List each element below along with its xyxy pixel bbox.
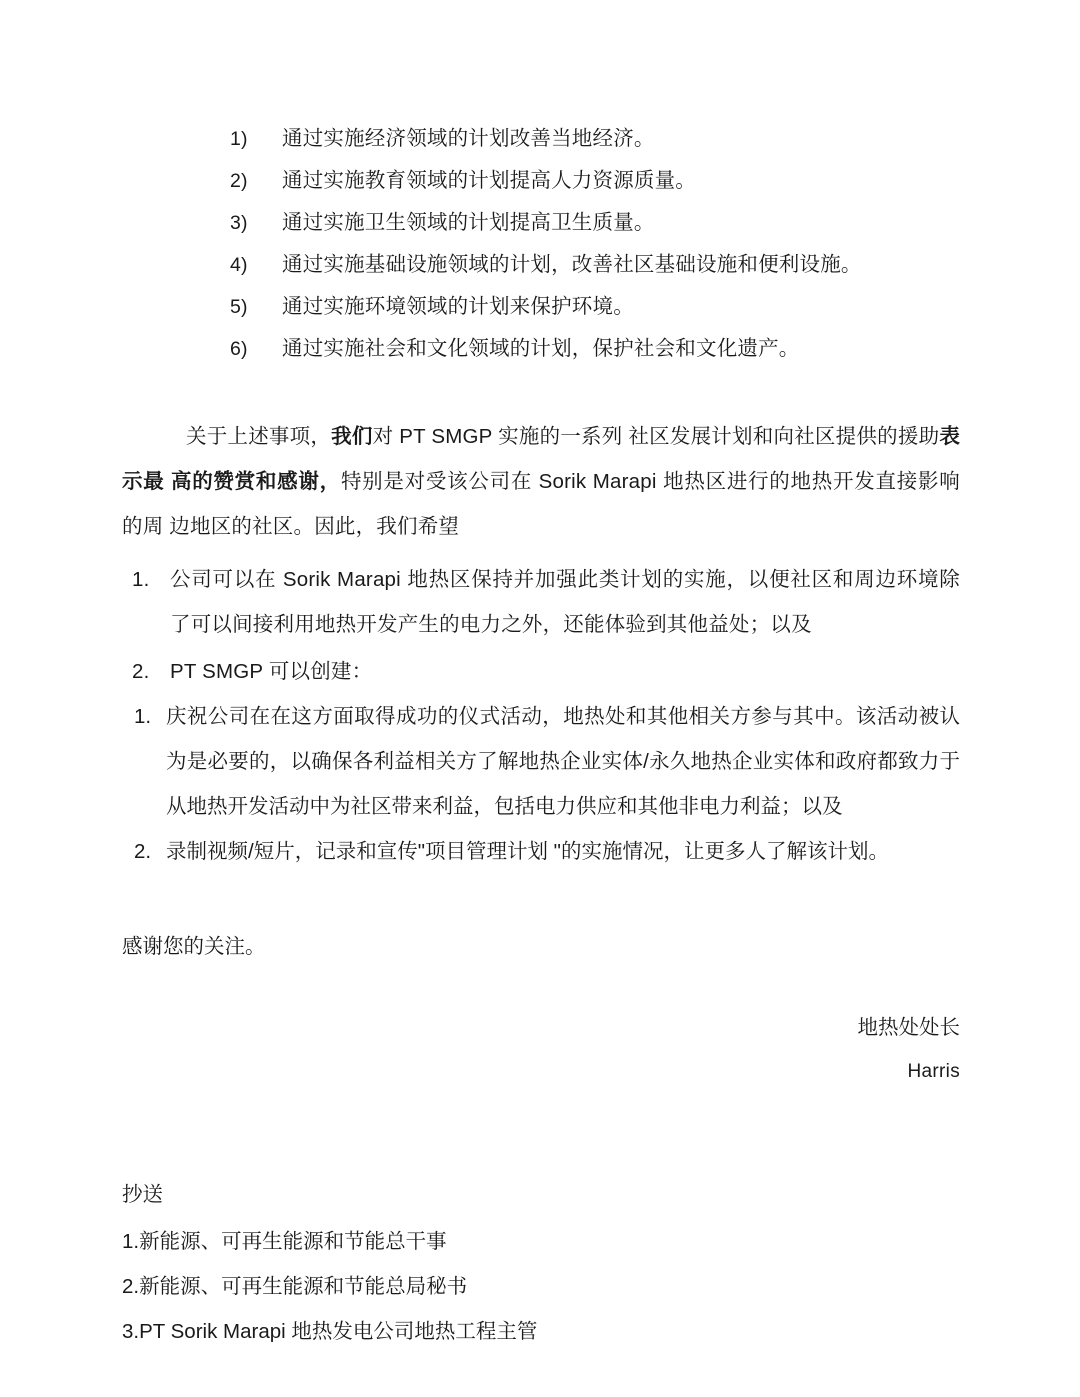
list-text: 通过实施社会和文化领域的计划，保护社会和文化遗产。 [282, 337, 800, 360]
list-marker: 1. [134, 705, 152, 728]
objectives-list [230, 118, 960, 370]
list-text: 通过实施基础设施领域的计划，改善社区基础设施和便利设施。 [282, 253, 862, 276]
list-item [230, 202, 960, 244]
cc-title: 抄送 [122, 1183, 163, 1206]
list-marker: 1. [132, 568, 150, 591]
list-item [122, 649, 960, 694]
paragraph-bold-2: 表示最 高的赞赏和感谢， [122, 425, 961, 493]
list-marker: 5) [230, 296, 248, 318]
list-marker: 2. [132, 660, 150, 683]
list-text: 公司可以在 Sorik Marapi 地热区保持并加强此类计划的实施，以便社区和周边环境除了可以间接利用地热开发产生的电力之外，还能体验到其他益处；以及 [170, 568, 960, 636]
paragraph-part-2: 对 PT SMGP 实施的一系列 社区发展计划和向社区提供的援助 [372, 425, 940, 448]
closing-text: 感谢您的关注。 [122, 935, 266, 958]
list-item [122, 829, 960, 874]
requests-sub-list [122, 694, 960, 874]
list-marker: 2) [230, 170, 248, 192]
list-text: 通过实施教育领域的计划提高人力资源质量。 [282, 169, 696, 192]
list-text: PT SMGP 可以创建： [170, 660, 373, 683]
list-marker: 6) [230, 338, 248, 360]
cc-item: 1.新能源、可再生能源和节能总干事 [122, 1230, 447, 1253]
signature-name: Harris [907, 1061, 960, 1082]
list-text: 庆祝公司在在这方面取得成功的仪式活动，地热处和其他相关方参与其中。该活动被认为是必要的，以确保各利益相关方了解地热企业实体/永久地热企业实体和政府都致力于从地热开发活动中为社区带来利益，包括电力供应和其他非电力利益；以及 [166, 705, 960, 818]
list-marker: 1) [230, 128, 248, 150]
signature-block [122, 1006, 960, 1094]
paragraph-part-1: 关于上述事项， [186, 425, 332, 448]
list-marker: 4) [230, 254, 248, 276]
list-marker: 2. [134, 840, 152, 863]
signature-title: 地热处处长 [857, 1016, 960, 1039]
list-item [230, 286, 960, 328]
paragraph-bold-1: 我们 [331, 425, 373, 448]
list-item [230, 328, 960, 370]
list-text: 通过实施经济领域的计划改善当地经济。 [282, 127, 655, 150]
list-item [230, 244, 960, 286]
list-marker: 3) [230, 212, 248, 234]
cc-item: 2.新能源、可再生能源和节能总局秘书 [122, 1275, 468, 1298]
list-text: 通过实施环境领域的计划来保护环境。 [282, 295, 634, 318]
list-item [230, 118, 960, 160]
cc-item: 3.PT Sorik Marapi 地热发电公司地热工程主管 [122, 1320, 538, 1343]
appreciation-paragraph [122, 414, 960, 549]
requests-list [122, 557, 960, 694]
list-item [122, 694, 960, 829]
list-text: 录制视频/短片，记录和宣传"项目管理计划 "的实施情况，让更多人了解该计划。 [166, 840, 889, 863]
paragraph-part-3: 特别是对受该公司在 Sorik Marapi 地热区进行的地热开发直接影响的周 边地区的社区。因此，我们希望 [122, 470, 960, 538]
cc-block [122, 1172, 960, 1354]
list-item [230, 160, 960, 202]
list-item [122, 557, 960, 647]
list-text: 通过实施卫生领域的计划提高卫生质量。 [282, 211, 655, 234]
